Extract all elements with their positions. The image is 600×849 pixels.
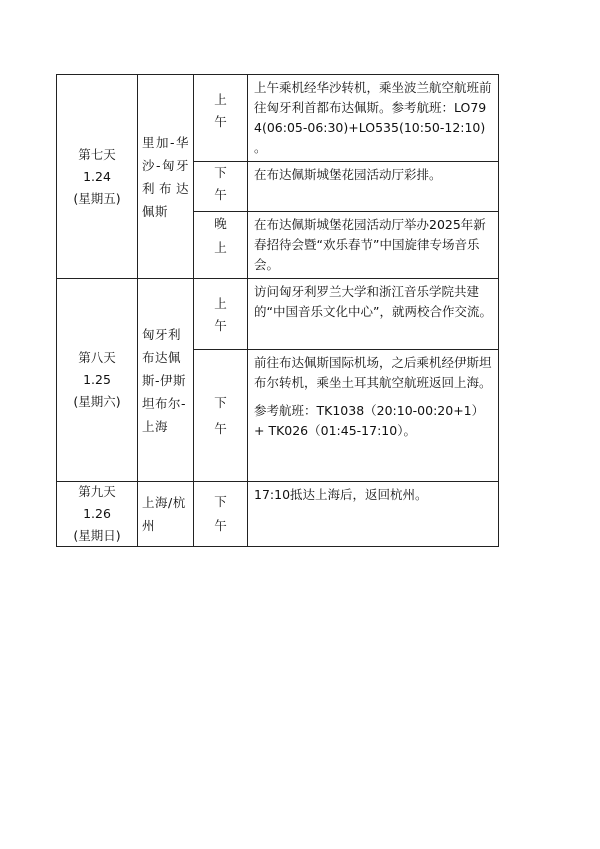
day-label: 第八天 [78,350,116,365]
time-cell [194,350,248,482]
activity-text: 在布达佩斯城堡花园活动厅彩排。 [254,167,442,182]
day-date: 1.26 [83,506,111,521]
table-row [57,482,499,547]
time-label: 上午 [214,296,227,333]
day-cell [57,75,138,279]
city-cell [138,75,194,279]
itinerary-table [56,74,499,547]
activity-cell [248,350,499,482]
time-cell [194,162,248,212]
day-weekday: (星期日) [73,528,121,543]
city-label: 匈牙利布达佩斯-伊斯坦布尔-上海 [142,326,187,434]
activity-text: 参考航班：TK1038（20:10-00:20+1）+ TK026（01:45-17:10）。 [254,403,485,438]
activity-cell [248,212,499,279]
time-label: 下午 [214,165,227,202]
activity-text: 前往布达佩斯国际机场，之后乘机经伊斯坦布尔转机，乘坐土耳其航空航班返回上海。 [254,355,492,390]
time-label: 下午 [214,494,227,533]
activity-text: 在布达佩斯城堡花园活动厅举办2025年新春招待会暨“欢乐春节”中国旋律专场音乐会。 [254,217,486,272]
time-cell [194,212,248,279]
day-weekday: (星期五) [73,190,121,206]
city-label: 上海/杭州 [142,495,186,533]
day-date: 1.24 [83,168,111,184]
time-label: 晚上 [214,216,227,255]
activity-cell [248,279,499,350]
city-cell [138,279,194,482]
day-date: 1.25 [83,372,111,387]
activity-cell [248,482,499,547]
city-label: 里加-华沙-匈牙利布达佩斯 [142,134,189,219]
time-label: 下午 [214,394,227,436]
day-weekday: (星期六) [73,394,121,409]
activity-cell [248,162,499,212]
city-cell [138,482,194,547]
activity-text: 17:10抵达上海后，返回杭州。 [254,487,428,502]
day-cell [57,482,138,547]
day-label: 第七天 [78,146,116,162]
activity-cell [248,75,499,162]
table-row [57,279,499,350]
table-row [57,75,499,162]
day-cell [57,279,138,482]
activity-text: 上午乘机经华沙转机，乘坐波兰航空航班前往匈牙利首都布达佩斯。参考航班：LO794(06:05-06:30)+LO535(10:50-12:10) 。 [254,80,492,155]
time-cell [194,482,248,547]
time-cell [194,75,248,162]
time-label: 上午 [214,92,227,129]
activity-text: 访问匈牙利罗兰大学和浙江音乐学院共建的“中国音乐文化中心”，就两校合作交流。 [254,284,492,319]
day-label: 第九天 [78,484,116,499]
time-cell [194,279,248,350]
